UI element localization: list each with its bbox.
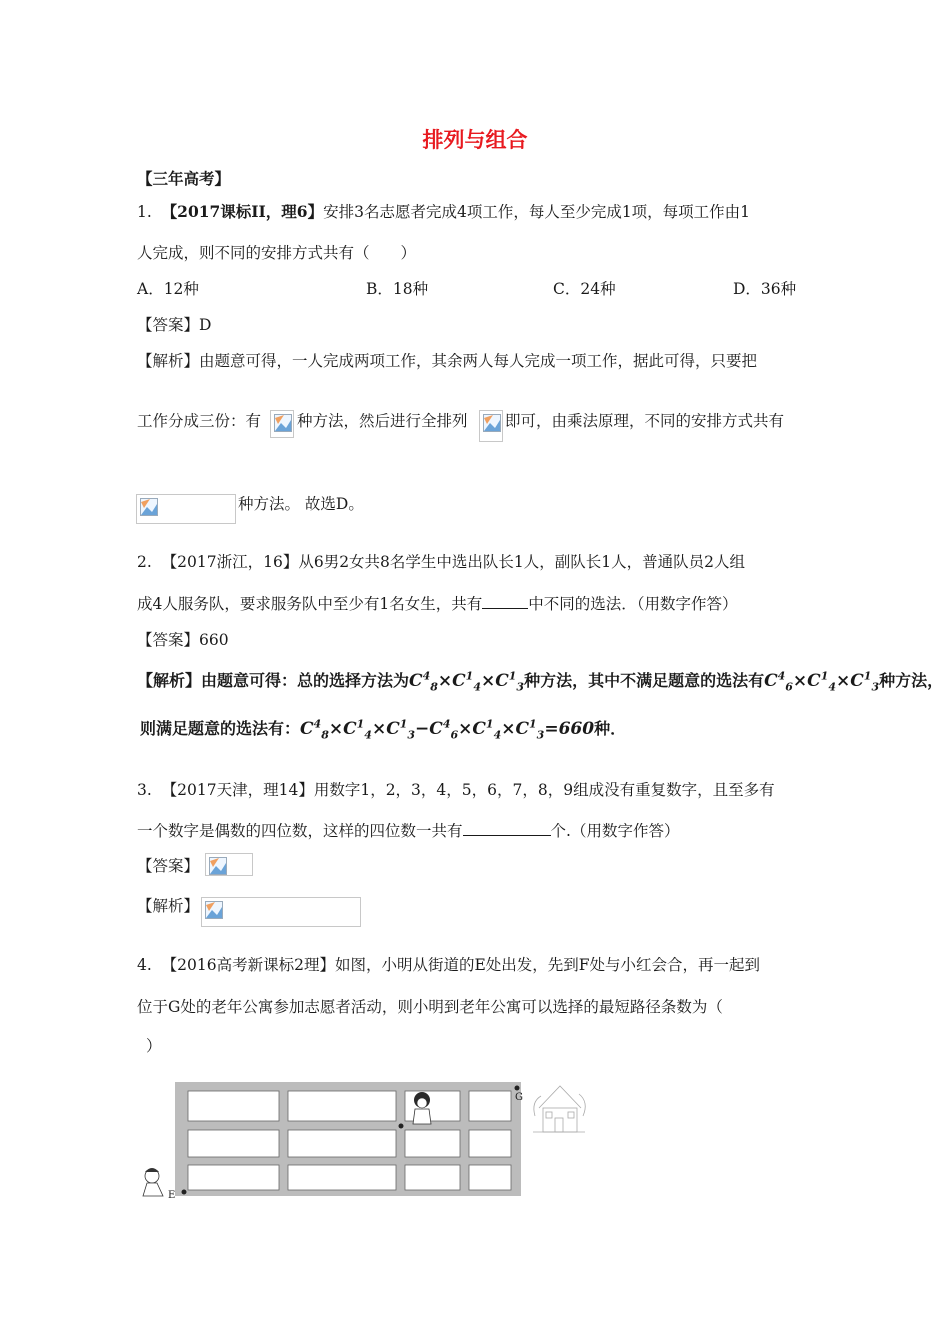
q3-answer-label: 【答案】 [137, 857, 200, 875]
broken-image-icon [274, 414, 292, 432]
q2-text2a: 成4人服务队，要求服务队中至少有1名女生，共有 [137, 595, 483, 613]
q2-formula-total: $C^4_8\times C^1_4\times C^1_3$ [409, 669, 525, 694]
formula-image-placeholder [205, 853, 253, 876]
answer-blank [463, 823, 551, 836]
q3-text1: 用数字1，2，3，4，5，6，7，8，9组成没有重复数字，且至多有 [313, 781, 775, 799]
q4-line3: ） [146, 1037, 162, 1055]
q2-formula-excluded: $C^4_6\times C^1_4\times C^1_3$ [764, 669, 880, 694]
formula-image-placeholder [136, 494, 236, 524]
q1-explanation-text2b: 种方法，然后进行全排列 [297, 412, 468, 430]
answer-blank [482, 596, 528, 609]
q1-text1: 安排3名志愿者完成4项工作，每人至少完成1项，每项工作由1 [323, 203, 751, 221]
q1-line1 [137, 200, 750, 222]
q3-explanation-label: 【解析】 [137, 897, 200, 915]
q2-source: 【2017浙江，16】 [161, 553, 299, 571]
q2-text1: 从6男2女共8名学生中选出队长1人，副队长1人，普通队员2人组 [298, 553, 745, 571]
broken-image-icon [205, 901, 223, 919]
q1-answer [137, 313, 211, 335]
q2-explanation-line1 [137, 668, 943, 693]
q1-option-d: D．36种 [733, 280, 797, 298]
q2-answer-value: 660 [199, 631, 229, 649]
q4-text1: 如图，小明从街道的E处出发，先到F处与小红会合，再一起到 [334, 956, 761, 974]
broken-image-icon [483, 414, 501, 432]
q2-explanation-text1b: 种方法，其中不满足题意的选法有 [524, 671, 765, 690]
q4-line2: 位于G处的老年公寓参加志愿者活动，则小明到老年公寓可以选择的最短路径条数为（ [137, 998, 723, 1016]
formula-image-placeholder [479, 410, 503, 442]
point-e-marker [182, 1190, 187, 1195]
section-heading: 【三年高考】 [137, 169, 231, 188]
q1-option-c: C．24种 [553, 280, 616, 298]
house-icon [533, 1086, 585, 1132]
q2-answer-label: 【答案】 [137, 631, 200, 649]
q1-answer-value: D [199, 316, 212, 334]
q1-line2: 人完成，则不同的安排方式共有（ ） [137, 244, 417, 262]
q2-number: 2. [137, 553, 152, 571]
page-title: 排列与组合 [422, 128, 528, 152]
street-grid-figure [135, 1072, 595, 1208]
point-g-marker [515, 1086, 520, 1091]
q1-source: 【2017课标II，理6】 [161, 202, 324, 221]
q2-explanation-line2 [140, 716, 626, 741]
q1-explanation-text2a: 工作分成三份：有 [137, 412, 262, 430]
broken-image-icon [140, 498, 158, 516]
q1-explanation-line1 [137, 349, 757, 371]
q4-line1 [137, 953, 760, 975]
q1-explanation-text2c: 即可，由乘法原理，不同的安排方式共有 [505, 412, 785, 430]
q2-explanation-text2b: 种． [594, 719, 627, 738]
q3-number: 3. [137, 781, 152, 799]
q2-explanation-text1a: 由题意可得：总的选择方法为 [201, 671, 410, 690]
q2-answer [137, 628, 229, 650]
q1-explanation-text3: 种方法。 故选D。 [238, 495, 364, 513]
q1-option-a: A．12种 [137, 280, 199, 298]
q1-option-b: B．18种 [366, 280, 429, 298]
q1-answer-label: 【答案】 [137, 316, 200, 334]
q2-explanation-text1c: 种方法， [879, 671, 944, 690]
q2-formula-result: $C^4_8\times C^1_4\times C^1_3-C^4_6\times C^1_4\times C^1_3=660$ [300, 717, 595, 742]
q3-source: 【2017天津，理14】 [161, 781, 314, 799]
boy-figure-icon [143, 1168, 163, 1196]
q2-line1 [137, 550, 745, 572]
q3-line2 [137, 819, 679, 841]
label-g: G [515, 1092, 523, 1103]
q2-explanation-label: 【解析】 [137, 671, 202, 690]
point-f-marker [399, 1124, 404, 1129]
q4-source: 【2016高考新课标2理】 [161, 956, 335, 974]
q2-text2b: 中不同的选法．（用数字作答） [528, 595, 738, 613]
q3-line1 [137, 778, 775, 800]
q2-explanation-text2a: 则满足题意的选法有： [140, 719, 301, 738]
q3-text2b: 个.（用数字作答） [550, 822, 680, 840]
formula-image-placeholder [201, 897, 361, 927]
q1-explanation-text1: 由题意可得，一人完成两项工作，其余两人每人完成一项工作，据此可得，只要把 [199, 352, 758, 370]
q2-line2 [137, 592, 738, 614]
label-e: E [168, 1190, 176, 1201]
q4-number: 4. [137, 956, 152, 974]
broken-image-icon [209, 857, 227, 875]
q3-text2a: 一个数字是偶数的四位数，这样的四位数一共有 [137, 822, 463, 840]
formula-image-placeholder [270, 410, 294, 438]
q1-explanation-label: 【解析】 [137, 352, 200, 370]
q1-number: 1. [137, 203, 152, 221]
